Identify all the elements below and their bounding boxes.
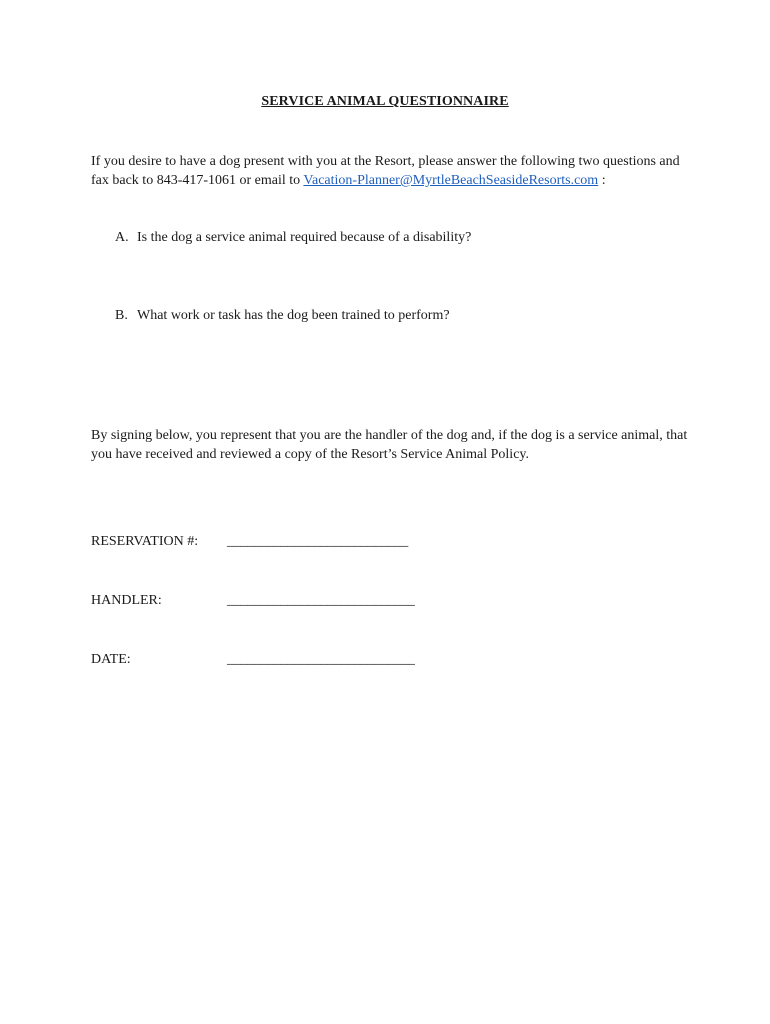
question-letter: A. (115, 230, 129, 245)
document-title: SERVICE ANIMAL QUESTIONNAIRE (261, 94, 509, 109)
handler-field (91, 593, 471, 613)
handler-label: HANDLER: (91, 593, 162, 608)
question-text: Is the dog a service animal required because of a disability? (137, 230, 472, 245)
question-text: What work or task has the dog been trained to perform? (137, 308, 450, 323)
question-b (115, 308, 675, 324)
date-blank[interactable]: ____________________________ (227, 652, 415, 667)
intro-text: If you desire to have a dog present with you at the Resort, please answer the following two questions and fax back to 843-417-1061 or email to (91, 154, 680, 188)
date-field (91, 652, 471, 672)
intro-suffix: : (598, 173, 606, 188)
question-letter: B. (115, 308, 128, 323)
handler-blank[interactable]: ____________________________ (227, 593, 415, 608)
email-link[interactable]: Vacation-Planner@MyrtleBeachSeasideResorts.com (303, 173, 599, 188)
signature-statement: By signing below, you represent that you are the handler of the dog and, if the dog is a service animal, that you have received and reviewed a copy of the Resort’s Service Animal Policy. (91, 428, 688, 462)
intro-paragraph (91, 152, 691, 190)
date-label: DATE: (91, 652, 131, 667)
reservation-blank[interactable]: ___________________________ (227, 534, 408, 549)
reservation-field (91, 534, 471, 554)
question-a (115, 230, 675, 246)
reservation-label: RESERVATION #: (91, 534, 199, 549)
